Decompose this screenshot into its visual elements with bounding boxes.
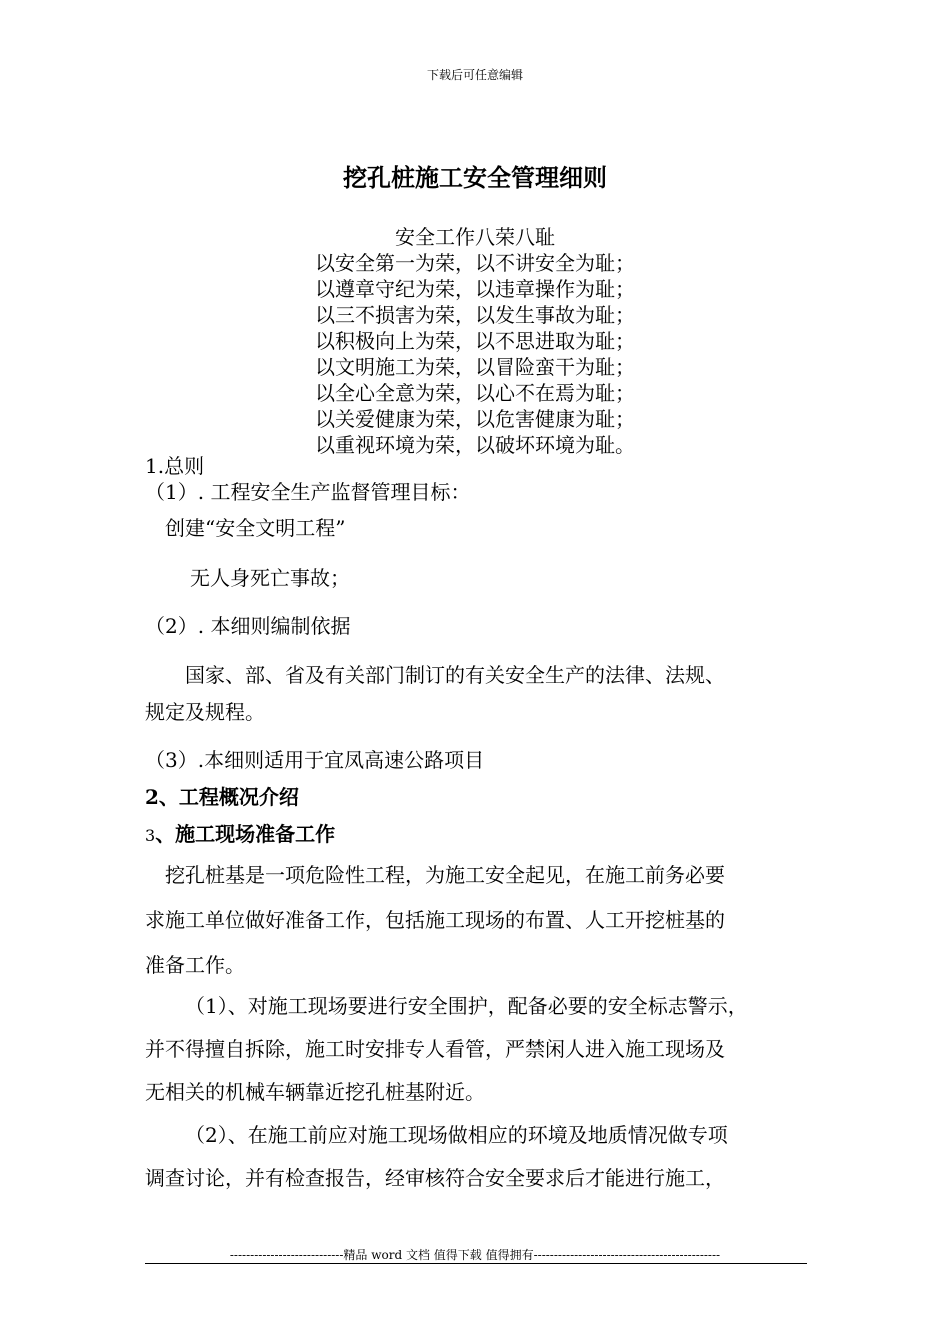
motto-line: 以全心全意为荣，以心不在焉为耻； [315, 381, 635, 405]
paragraph-line: 挖孔桩基是一项危险性工程，为施工安全起见，在施工前务必要 [165, 863, 725, 887]
header-note: 下载后可任意编辑 [426, 68, 523, 82]
footer-text: ----------------------------精品 word 文档 值得下载 值得拥有---------------------------------------------- [229, 1248, 721, 1262]
paragraph-line: 求施工单位做好准备工作，包括施工现场的布置、人工开挖桩基的 [145, 908, 725, 932]
footer-divider [145, 1263, 807, 1264]
paragraph-line: 无相关的机械车辆靠近挖孔桩基附近。 [145, 1080, 485, 1104]
motto-line: 以文明施工为荣，以冒险蛮干为耻； [315, 355, 635, 379]
basis-line: 规定及规程。 [145, 700, 265, 724]
paragraph-line: （2）、在施工前应对施工现场做相应的环境及地质情况做专项 [185, 1123, 728, 1147]
basis-line: 国家、部、省及有关部门制订的有关安全生产的法律、法规、 [185, 663, 725, 687]
section1-heading: 1.总则 [145, 454, 205, 478]
paragraph-line: 并不得擅自拆除，施工时安排专人看管，严禁闲人进入施工现场及 [145, 1037, 725, 1061]
section1-item3: （3）.本细则适用于宜凤高速公路项目 [145, 748, 485, 772]
section3-heading [145, 818, 335, 847]
goal-line: 无人身死亡事故； [190, 566, 350, 590]
section1-item2: （2）. 本细则编制依据 [145, 614, 351, 638]
motto-line: 以安全第一为荣，以不讲安全为耻； [315, 251, 635, 275]
page-title: 挖孔桩施工安全管理细则 [343, 163, 607, 192]
section3-heading-text: 、施工现场准备工作 [155, 822, 336, 846]
section1-item1: （1）. 工程安全生产监督管理目标： [145, 480, 471, 504]
section3-heading-num: 3 [145, 826, 156, 845]
motto-line: 以重视环境为荣，以破坏环境为耻。 [315, 433, 635, 457]
motto-line: 以三不损害为荣，以发生事故为耻； [315, 303, 635, 327]
motto-line: 以关爱健康为荣，以危害健康为耻； [315, 407, 635, 431]
paragraph-line: 调查讨论，并有检查报告，经审核符合安全要求后才能进行施工， [145, 1166, 725, 1190]
goal-line: 创建“安全文明工程” [165, 516, 346, 540]
motto-line: 以积极向上为荣，以不思进取为耻； [315, 329, 635, 353]
section2-heading: 2、工程概况介绍 [145, 785, 299, 809]
motto-line: 以遵章守纪为荣，以违章操作为耻； [315, 277, 635, 301]
paragraph-line: （1）、对施工现场要进行安全围护，配备必要的安全标志警示， [185, 994, 748, 1018]
paragraph-line: 准备工作。 [145, 953, 245, 977]
motto-heading: 安全工作八荣八耻 [395, 225, 555, 249]
